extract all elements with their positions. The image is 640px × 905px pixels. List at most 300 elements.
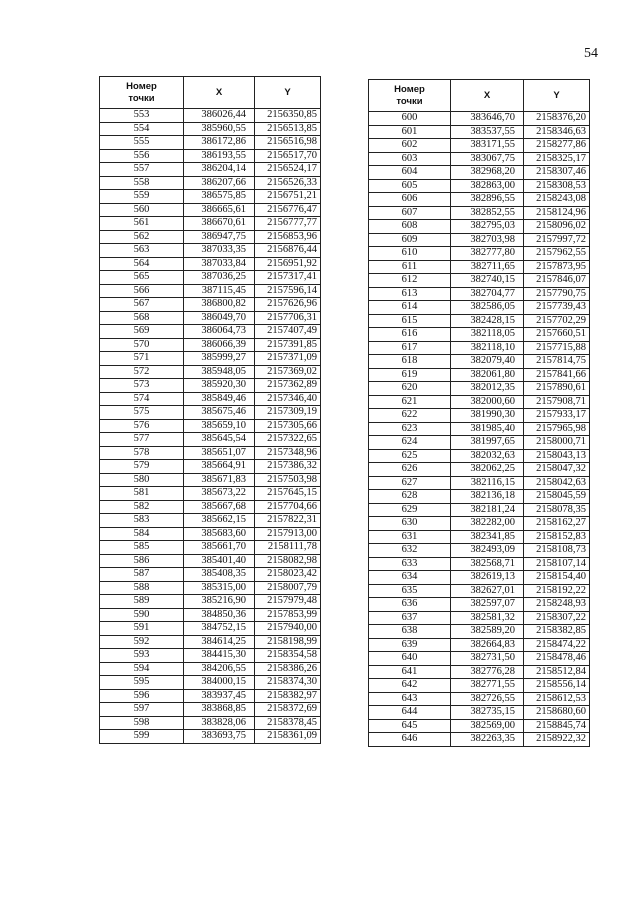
table-row <box>369 274 590 288</box>
x-coordinate-cell: 382000,60 <box>451 395 524 409</box>
y-coordinate-cell: 2157846,07 <box>524 274 590 288</box>
y-coordinate-cell: 2157940,00 <box>255 622 321 636</box>
y-coordinate-cell: 2157706,31 <box>255 311 321 325</box>
y-coordinate-cell: 2157348,96 <box>255 446 321 460</box>
x-coordinate-cell: 387033,84 <box>184 257 255 271</box>
point-number-cell: 637 <box>369 611 451 625</box>
x-coordinate-cell: 382735,15 <box>451 706 524 720</box>
y-coordinate-cell: 2157346,40 <box>255 392 321 406</box>
table-row <box>369 544 590 558</box>
y-coordinate-cell: 2157305,66 <box>255 419 321 433</box>
point-number-cell: 579 <box>100 460 184 474</box>
x-coordinate-cell: 385999,27 <box>184 352 255 366</box>
y-coordinate-cell: 2156876,44 <box>255 244 321 258</box>
table-row <box>100 325 321 339</box>
y-coordinate-cell: 2157890,61 <box>524 382 590 396</box>
x-coordinate-cell: 382062,25 <box>451 463 524 477</box>
point-number-cell: 622 <box>369 409 451 423</box>
point-number-cell: 633 <box>369 557 451 571</box>
table-row <box>369 260 590 274</box>
point-number-cell: 626 <box>369 463 451 477</box>
x-coordinate-cell: 385659,10 <box>184 419 255 433</box>
point-number-cell: 643 <box>369 692 451 706</box>
table-row <box>100 190 321 204</box>
x-coordinate-cell: 382627,01 <box>451 584 524 598</box>
table-row <box>369 530 590 544</box>
y-coordinate-cell: 2158474,22 <box>524 638 590 652</box>
x-coordinate-cell: 386066,39 <box>184 338 255 352</box>
table-row <box>100 446 321 460</box>
x-coordinate-cell: 386204,14 <box>184 163 255 177</box>
point-number-cell: 613 <box>369 287 451 301</box>
table-row <box>100 716 321 730</box>
point-number-cell: 601 <box>369 125 451 139</box>
y-coordinate-cell: 2158378,45 <box>255 716 321 730</box>
y-coordinate-cell: 2158078,35 <box>524 503 590 517</box>
y-coordinate-cell: 2158111,78 <box>255 541 321 555</box>
table-row <box>100 338 321 352</box>
x-coordinate-cell: 382863,00 <box>451 179 524 193</box>
x-coordinate-cell: 386665,61 <box>184 203 255 217</box>
table-header-row <box>100 77 321 109</box>
y-coordinate-cell: 2158361,09 <box>255 730 321 744</box>
x-coordinate-cell: 382726,55 <box>451 692 524 706</box>
y-coordinate-cell: 2157702,29 <box>524 314 590 328</box>
table-row <box>369 692 590 706</box>
x-coordinate-cell: 386207,66 <box>184 176 255 190</box>
point-number-cell: 556 <box>100 149 184 163</box>
table-row <box>100 284 321 298</box>
table-row <box>100 554 321 568</box>
y-coordinate-cell: 2158096,02 <box>524 220 590 234</box>
x-coordinate-cell: 382704,77 <box>451 287 524 301</box>
y-coordinate-cell: 2158556,14 <box>524 679 590 693</box>
point-number-cell: 581 <box>100 487 184 501</box>
y-coordinate-cell: 2157873,95 <box>524 260 590 274</box>
y-coordinate-cell: 2157933,17 <box>524 409 590 423</box>
x-coordinate-cell: 383693,75 <box>184 730 255 744</box>
x-coordinate-cell: 381990,30 <box>451 409 524 423</box>
table-row <box>369 179 590 193</box>
y-coordinate-cell: 2158307,22 <box>524 611 590 625</box>
table-row <box>100 730 321 744</box>
x-coordinate-cell: 382968,20 <box>451 166 524 180</box>
point-number-cell: 561 <box>100 217 184 231</box>
y-coordinate-cell: 2158042,63 <box>524 476 590 490</box>
point-number-cell: 619 <box>369 368 451 382</box>
table-row <box>369 368 590 382</box>
table-row <box>369 247 590 261</box>
point-number-cell: 569 <box>100 325 184 339</box>
table-header-row <box>369 80 590 112</box>
table-row <box>100 298 321 312</box>
point-number-cell: 591 <box>100 622 184 636</box>
x-coordinate-cell: 382703,98 <box>451 233 524 247</box>
table-row <box>369 571 590 585</box>
y-coordinate-cell: 2158154,40 <box>524 571 590 585</box>
table-row <box>369 503 590 517</box>
y-coordinate-cell: 2157704,66 <box>255 500 321 514</box>
y-coordinate-cell: 2158000,71 <box>524 436 590 450</box>
x-coordinate-cell: 382777,80 <box>451 247 524 261</box>
y-coordinate-cell: 2158162,27 <box>524 517 590 531</box>
point-number-cell: 568 <box>100 311 184 325</box>
point-number-cell: 594 <box>100 662 184 676</box>
header-x: X <box>184 77 255 109</box>
table-row <box>100 703 321 717</box>
x-coordinate-cell: 382589,20 <box>451 625 524 639</box>
table-row <box>369 193 590 207</box>
y-coordinate-cell: 2158045,59 <box>524 490 590 504</box>
table-row <box>100 379 321 393</box>
y-coordinate-cell: 2157407,49 <box>255 325 321 339</box>
point-number-cell: 610 <box>369 247 451 261</box>
point-number-cell: 603 <box>369 152 451 166</box>
x-coordinate-cell: 386800,82 <box>184 298 255 312</box>
x-coordinate-cell: 382896,55 <box>451 193 524 207</box>
point-number-cell: 560 <box>100 203 184 217</box>
x-coordinate-cell: 385651,07 <box>184 446 255 460</box>
point-number-cell: 570 <box>100 338 184 352</box>
point-number-cell: 575 <box>100 406 184 420</box>
point-number-cell: 555 <box>100 136 184 150</box>
point-number-cell: 616 <box>369 328 451 342</box>
y-coordinate-cell: 2158325,17 <box>524 152 590 166</box>
point-number-cell: 558 <box>100 176 184 190</box>
point-number-cell: 583 <box>100 514 184 528</box>
table-row <box>100 109 321 123</box>
x-coordinate-cell: 387033,35 <box>184 244 255 258</box>
y-coordinate-cell: 2156513,85 <box>255 122 321 136</box>
y-coordinate-cell: 2157369,02 <box>255 365 321 379</box>
point-number-cell: 635 <box>369 584 451 598</box>
x-coordinate-cell: 384850,36 <box>184 608 255 622</box>
x-coordinate-cell: 381985,40 <box>451 422 524 436</box>
table-row <box>100 649 321 663</box>
y-coordinate-cell: 2157822,31 <box>255 514 321 528</box>
x-coordinate-cell: 383868,85 <box>184 703 255 717</box>
table-row <box>100 433 321 447</box>
point-number-cell: 600 <box>369 112 451 126</box>
table-row <box>369 341 590 355</box>
point-number-cell: 599 <box>100 730 184 744</box>
y-coordinate-cell: 2157309,19 <box>255 406 321 420</box>
y-coordinate-cell: 2158382,97 <box>255 689 321 703</box>
table-row <box>369 287 590 301</box>
y-coordinate-cell: 2158386,26 <box>255 662 321 676</box>
x-coordinate-cell: 386193,55 <box>184 149 255 163</box>
table-row <box>369 557 590 571</box>
table-row <box>369 517 590 531</box>
y-coordinate-cell: 2156524,17 <box>255 163 321 177</box>
point-number-cell: 625 <box>369 449 451 463</box>
x-coordinate-cell: 382795,03 <box>451 220 524 234</box>
point-number-cell: 584 <box>100 527 184 541</box>
point-number-cell: 624 <box>369 436 451 450</box>
point-number-cell: 597 <box>100 703 184 717</box>
y-coordinate-cell: 2156777,77 <box>255 217 321 231</box>
table-row <box>369 733 590 747</box>
y-coordinate-cell: 2157908,71 <box>524 395 590 409</box>
x-coordinate-cell: 383537,55 <box>451 125 524 139</box>
point-number-cell: 628 <box>369 490 451 504</box>
table-row <box>100 500 321 514</box>
y-coordinate-cell: 2158107,14 <box>524 557 590 571</box>
x-coordinate-cell: 382711,65 <box>451 260 524 274</box>
point-number-cell: 641 <box>369 665 451 679</box>
x-coordinate-cell: 385315,00 <box>184 581 255 595</box>
table-row <box>100 541 321 555</box>
x-coordinate-cell: 385667,68 <box>184 500 255 514</box>
x-coordinate-cell: 385675,46 <box>184 406 255 420</box>
table-row <box>369 328 590 342</box>
x-coordinate-cell: 386064,73 <box>184 325 255 339</box>
y-coordinate-cell: 2158277,86 <box>524 139 590 153</box>
point-number-cell: 645 <box>369 719 451 733</box>
point-number-cell: 595 <box>100 676 184 690</box>
y-coordinate-cell: 2156350,85 <box>255 109 321 123</box>
x-coordinate-cell: 383171,55 <box>451 139 524 153</box>
x-coordinate-cell: 382012,35 <box>451 382 524 396</box>
x-coordinate-cell: 382619,13 <box>451 571 524 585</box>
point-number-cell: 566 <box>100 284 184 298</box>
table-row <box>100 203 321 217</box>
coordinates-table-right <box>368 79 590 747</box>
x-coordinate-cell: 382664,83 <box>451 638 524 652</box>
table-row <box>369 436 590 450</box>
y-coordinate-cell: 2158845,74 <box>524 719 590 733</box>
point-number-cell: 580 <box>100 473 184 487</box>
point-number-cell: 589 <box>100 595 184 609</box>
y-coordinate-cell: 2156517,70 <box>255 149 321 163</box>
y-coordinate-cell: 2156951,92 <box>255 257 321 271</box>
table-row <box>369 139 590 153</box>
x-coordinate-cell: 384206,55 <box>184 662 255 676</box>
point-number-cell: 582 <box>100 500 184 514</box>
point-number-cell: 627 <box>369 476 451 490</box>
point-number-cell: 598 <box>100 716 184 730</box>
y-coordinate-cell: 2158346,63 <box>524 125 590 139</box>
x-coordinate-cell: 385645,54 <box>184 433 255 447</box>
point-number-cell: 620 <box>369 382 451 396</box>
point-number-cell: 612 <box>369 274 451 288</box>
y-coordinate-cell: 2158374,30 <box>255 676 321 690</box>
point-number-cell: 586 <box>100 554 184 568</box>
y-coordinate-cell: 2158198,99 <box>255 635 321 649</box>
y-coordinate-cell: 2158082,98 <box>255 554 321 568</box>
x-coordinate-cell: 384614,25 <box>184 635 255 649</box>
x-coordinate-cell: 385661,70 <box>184 541 255 555</box>
point-number-cell: 577 <box>100 433 184 447</box>
table-row <box>369 463 590 477</box>
table-row <box>369 355 590 369</box>
y-coordinate-cell: 2157596,14 <box>255 284 321 298</box>
point-number-cell: 585 <box>100 541 184 555</box>
header-x: X <box>451 80 524 112</box>
table-row <box>100 622 321 636</box>
header-point-number: Номер точки <box>369 80 451 112</box>
x-coordinate-cell: 385683,60 <box>184 527 255 541</box>
x-coordinate-cell: 385664,91 <box>184 460 255 474</box>
y-coordinate-cell: 2157853,99 <box>255 608 321 622</box>
table-row <box>100 514 321 528</box>
x-coordinate-cell: 387115,45 <box>184 284 255 298</box>
x-coordinate-cell: 384415,30 <box>184 649 255 663</box>
y-coordinate-cell: 2156516,98 <box>255 136 321 150</box>
table-row <box>100 419 321 433</box>
table-row <box>369 166 590 180</box>
x-coordinate-cell: 385216,90 <box>184 595 255 609</box>
y-coordinate-cell: 2156751,21 <box>255 190 321 204</box>
table-row <box>369 301 590 315</box>
point-number-cell: 563 <box>100 244 184 258</box>
y-coordinate-cell: 2158308,53 <box>524 179 590 193</box>
x-coordinate-cell: 385849,46 <box>184 392 255 406</box>
point-number-cell: 602 <box>369 139 451 153</box>
point-number-cell: 642 <box>369 679 451 693</box>
table-row <box>369 382 590 396</box>
point-number-cell: 564 <box>100 257 184 271</box>
table-row <box>100 581 321 595</box>
table-row <box>369 112 590 126</box>
point-number-cell: 621 <box>369 395 451 409</box>
x-coordinate-cell: 382852,55 <box>451 206 524 220</box>
x-coordinate-cell: 382341,85 <box>451 530 524 544</box>
table-row <box>369 206 590 220</box>
y-coordinate-cell: 2158047,32 <box>524 463 590 477</box>
table-row <box>369 476 590 490</box>
y-coordinate-cell: 2157962,55 <box>524 247 590 261</box>
y-coordinate-cell: 2157660,51 <box>524 328 590 342</box>
table-row <box>100 352 321 366</box>
y-coordinate-cell: 2158612,53 <box>524 692 590 706</box>
point-number-cell: 638 <box>369 625 451 639</box>
x-coordinate-cell: 382079,40 <box>451 355 524 369</box>
table-row <box>369 679 590 693</box>
y-coordinate-cell: 2158382,85 <box>524 625 590 639</box>
y-coordinate-cell: 2158152,83 <box>524 530 590 544</box>
table-row <box>369 611 590 625</box>
y-coordinate-cell: 2158243,08 <box>524 193 590 207</box>
table-row <box>100 460 321 474</box>
table-row <box>369 233 590 247</box>
point-number-cell: 623 <box>369 422 451 436</box>
header-y: Y <box>255 77 321 109</box>
table-row <box>100 122 321 136</box>
y-coordinate-cell: 2158043,13 <box>524 449 590 463</box>
point-number-cell: 562 <box>100 230 184 244</box>
table-row <box>369 652 590 666</box>
point-number-cell: 640 <box>369 652 451 666</box>
table-row <box>100 406 321 420</box>
y-coordinate-cell: 2157997,72 <box>524 233 590 247</box>
table-row <box>100 595 321 609</box>
point-number-cell: 554 <box>100 122 184 136</box>
x-coordinate-cell: 385408,35 <box>184 568 255 582</box>
table-row <box>100 217 321 231</box>
x-coordinate-cell: 382136,18 <box>451 490 524 504</box>
table-row <box>369 220 590 234</box>
point-number-cell: 607 <box>369 206 451 220</box>
table-row <box>369 152 590 166</box>
header-y: Y <box>524 80 590 112</box>
y-coordinate-cell: 2158307,46 <box>524 166 590 180</box>
table-row <box>100 257 321 271</box>
y-coordinate-cell: 2158248,93 <box>524 598 590 612</box>
point-number-cell: 578 <box>100 446 184 460</box>
x-coordinate-cell: 382597,07 <box>451 598 524 612</box>
x-coordinate-cell: 382428,15 <box>451 314 524 328</box>
x-coordinate-cell: 382568,71 <box>451 557 524 571</box>
y-coordinate-cell: 2157371,09 <box>255 352 321 366</box>
point-number-cell: 574 <box>100 392 184 406</box>
table-row <box>369 395 590 409</box>
point-number-cell: 636 <box>369 598 451 612</box>
table-row <box>100 392 321 406</box>
x-coordinate-cell: 382740,15 <box>451 274 524 288</box>
table-row <box>100 271 321 285</box>
table-row <box>100 230 321 244</box>
table-row <box>369 665 590 679</box>
point-number-cell: 611 <box>369 260 451 274</box>
point-number-cell: 605 <box>369 179 451 193</box>
point-number-cell: 576 <box>100 419 184 433</box>
table-row <box>100 244 321 258</box>
y-coordinate-cell: 2157979,48 <box>255 595 321 609</box>
y-coordinate-cell: 2157503,98 <box>255 473 321 487</box>
x-coordinate-cell: 385948,05 <box>184 365 255 379</box>
x-coordinate-cell: 386172,86 <box>184 136 255 150</box>
x-coordinate-cell: 386670,61 <box>184 217 255 231</box>
point-number-cell: 596 <box>100 689 184 703</box>
y-coordinate-cell: 2157362,89 <box>255 379 321 393</box>
x-coordinate-cell: 382118,10 <box>451 341 524 355</box>
point-number-cell: 617 <box>369 341 451 355</box>
y-coordinate-cell: 2158376,20 <box>524 112 590 126</box>
point-number-cell: 614 <box>369 301 451 315</box>
table-row <box>369 638 590 652</box>
y-coordinate-cell: 2158354,58 <box>255 649 321 663</box>
y-coordinate-cell: 2157322,65 <box>255 433 321 447</box>
table-row <box>100 635 321 649</box>
table-row <box>369 598 590 612</box>
x-coordinate-cell: 386947,75 <box>184 230 255 244</box>
table-row <box>100 136 321 150</box>
x-coordinate-cell: 381997,65 <box>451 436 524 450</box>
y-coordinate-cell: 2157913,00 <box>255 527 321 541</box>
point-number-cell: 604 <box>369 166 451 180</box>
x-coordinate-cell: 383828,06 <box>184 716 255 730</box>
point-number-cell: 608 <box>369 220 451 234</box>
x-coordinate-cell: 385401,40 <box>184 554 255 568</box>
table-row <box>369 584 590 598</box>
table-row <box>100 365 321 379</box>
x-coordinate-cell: 382263,35 <box>451 733 524 747</box>
y-coordinate-cell: 2158124,96 <box>524 206 590 220</box>
table-row <box>100 527 321 541</box>
table-row <box>100 608 321 622</box>
point-number-cell: 572 <box>100 365 184 379</box>
point-number-cell: 630 <box>369 517 451 531</box>
point-number-cell: 565 <box>100 271 184 285</box>
x-coordinate-cell: 383646,70 <box>451 112 524 126</box>
coordinates-table-left <box>99 76 321 744</box>
x-coordinate-cell: 386026,44 <box>184 109 255 123</box>
x-coordinate-cell: 385960,55 <box>184 122 255 136</box>
x-coordinate-cell: 386049,70 <box>184 311 255 325</box>
table-row <box>100 689 321 703</box>
x-coordinate-cell: 383067,75 <box>451 152 524 166</box>
